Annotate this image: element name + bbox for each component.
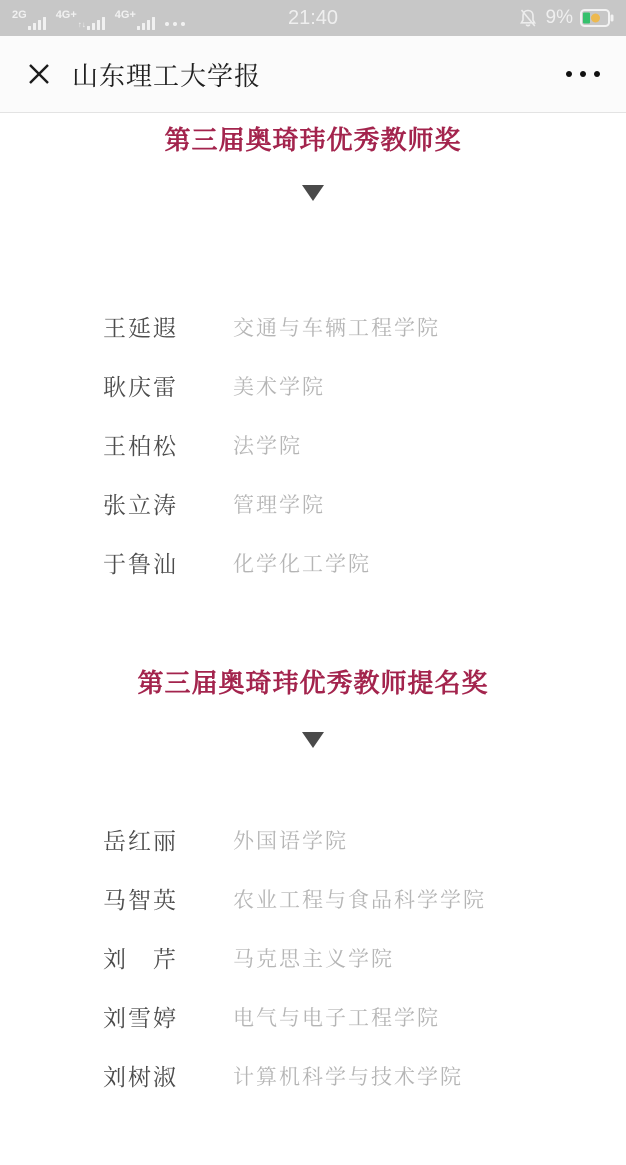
network-label-2g: 2G	[12, 9, 27, 21]
status-right-cluster	[517, 7, 614, 29]
close-icon	[26, 61, 52, 87]
winner-dept: 电气与电子工程学院	[233, 1006, 440, 1030]
page-title: 山东理工大学报	[72, 60, 262, 91]
more-menu-button[interactable]	[564, 61, 602, 87]
winner-name: 王柏松	[103, 433, 178, 459]
signal-2g-icon	[12, 9, 46, 30]
header-bar	[0, 36, 626, 113]
winner-name: 王延遐	[103, 315, 178, 341]
winner-name: 刘树淑	[103, 1064, 178, 1090]
winner-dept: 马克思主义学院	[233, 947, 394, 971]
battery-icon	[580, 9, 614, 27]
mute-bell-icon	[517, 7, 539, 29]
down-triangle-icon	[302, 185, 324, 201]
status-clock: 21:40	[287, 6, 339, 29]
more-icon	[594, 71, 600, 77]
winner-dept: 化学化工学院	[233, 552, 371, 576]
winner-dept: 法学院	[233, 434, 302, 458]
award-list-1	[0, 297, 626, 592]
close-button[interactable]	[24, 59, 54, 89]
award-row	[0, 1046, 626, 1105]
winner-name: 耿庆雷	[103, 374, 178, 400]
award-list-2	[0, 810, 626, 1105]
winner-dept: 计算机科学与技术学院	[233, 1065, 463, 1089]
winner-name: 马智英	[103, 887, 178, 913]
signal-bars-icon	[87, 17, 105, 30]
more-icon	[580, 71, 586, 77]
winner-name: 于鲁汕	[103, 551, 178, 577]
more-icon	[566, 71, 572, 77]
article-content	[0, 125, 626, 1105]
winner-name: 张立涛	[103, 492, 178, 518]
network-label-4g1: 4G+	[55, 9, 77, 21]
award-row	[0, 297, 626, 356]
down-triangle-icon	[302, 732, 324, 748]
award-row	[0, 869, 626, 928]
award-row	[0, 533, 626, 592]
signal-4g-1-icon	[55, 9, 105, 30]
section-title-nomination: 第三届奥琦玮优秀教师提名奖	[137, 668, 489, 698]
section-title-award: 第三届奥琦玮优秀教师奖	[164, 125, 462, 155]
award-row	[0, 415, 626, 474]
award-row	[0, 356, 626, 415]
winner-dept: 管理学院	[233, 493, 325, 517]
status-bar	[0, 0, 626, 36]
network-label-4g2: 4G+	[114, 9, 136, 21]
winner-name: 刘 芹	[103, 946, 178, 972]
award-row	[0, 928, 626, 987]
status-overflow-icon	[165, 22, 185, 26]
winner-dept: 交通与车辆工程学院	[233, 316, 440, 340]
winner-name: 岳红丽	[103, 828, 178, 854]
award-row	[0, 987, 626, 1046]
battery-percent: 9%	[545, 7, 573, 28]
signal-bars-icon	[137, 17, 155, 30]
data-arrows-icon: ↑↓	[77, 20, 86, 29]
signal-4g-2-icon	[114, 9, 155, 30]
signal-bars-icon	[28, 17, 46, 30]
award-row	[0, 474, 626, 533]
winner-dept: 美术学院	[233, 375, 325, 399]
winner-dept: 外国语学院	[233, 829, 348, 853]
winner-dept: 农业工程与食品科学学院	[233, 888, 486, 912]
award-row	[0, 810, 626, 869]
winner-name: 刘雪婷	[103, 1005, 178, 1031]
network-indicators	[12, 6, 185, 30]
